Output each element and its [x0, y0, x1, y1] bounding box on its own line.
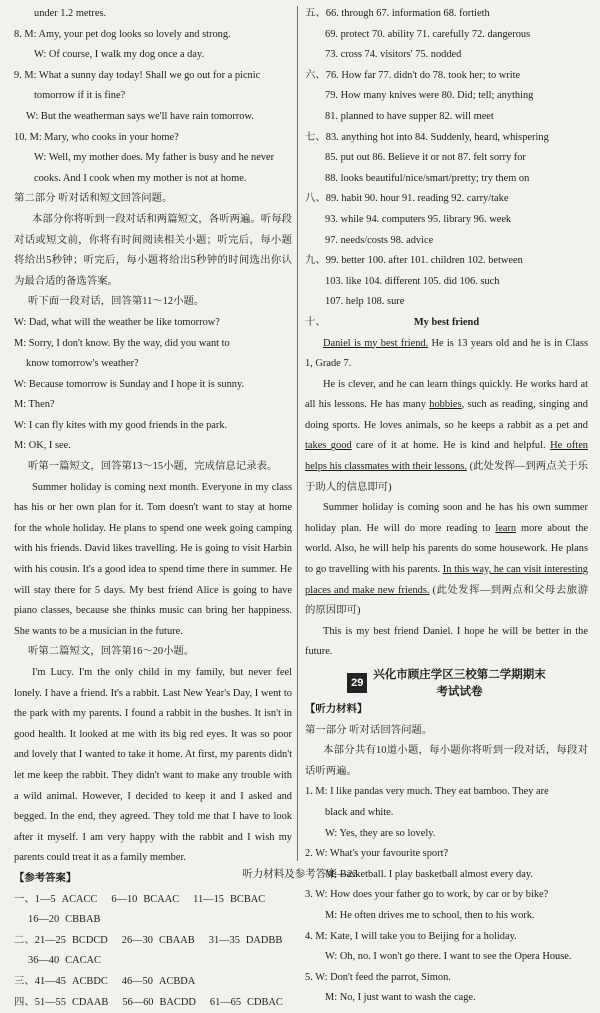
section-number-badge: 29 — [347, 673, 367, 693]
dialogue-line: W: Yes, they are so lovely. — [305, 824, 588, 845]
section-title — [373, 666, 546, 700]
text-line: W: But the weatherman says we'll have rain tomorrow. — [14, 107, 292, 128]
answer-cell: ACBDA — [159, 972, 195, 993]
answer-cell: 三、41—45 — [14, 972, 66, 993]
dialogue-line: W: Because tomorrow is Sunday and I hope it is sunny. — [14, 375, 292, 396]
answer-key — [14, 890, 292, 1013]
section-intro: 本部分你将听到一段对话和两篇短文，各听两遍。听每段对话或短文前，你将有时间阅读相关小题；听完后，每小题将给出5秒钟；听完后，每小题将给出5秒钟的时间选出你认为最合适的备选答案。 — [14, 210, 292, 292]
answer-row — [14, 993, 292, 1013]
dialogue-line: M: Basketball. I play basketball almost every day. — [305, 865, 588, 886]
answer-line: 88. looks beautiful/nice/smart/pretty; try them on — [305, 169, 588, 190]
answer-cell: 11—15 — [193, 890, 224, 911]
dialogue-instruction: 听下面一段对话，回答第11～12小题。 — [14, 292, 292, 313]
answer-cell: BACDD — [160, 993, 196, 1013]
answer-cell: 56—60 — [122, 993, 153, 1013]
text-line: cooks. And I cook when my mother is not at home. — [14, 169, 292, 190]
answer-line: 九、99. better 100. after 101. children 102. between — [305, 251, 588, 272]
answer-cell: CDAAB — [72, 993, 108, 1013]
dialogue-line: 1. M: I like pandas very much. They eat bamboo. They are — [305, 782, 588, 803]
answer-cell: ACBDC — [72, 972, 108, 993]
dialogue-line: know tomorrow's weather? — [14, 354, 292, 375]
answer-cell: 46—50 — [122, 972, 153, 993]
answer-cell: 26—30 — [122, 931, 153, 952]
essay-paragraph: This is my best friend Daniel. I hope he will be better in the future. — [305, 622, 588, 663]
dialogue-line: W: I can fly kites with my good friends in the park. — [14, 416, 292, 437]
answer-cell: 6—10 — [111, 890, 137, 911]
passage-text: Summer holiday is coming next month. Everyone in my class has his or her own plan for it. Tom doesn't want to stay at home for the whole holiday. He plans to spend one week going camping with his friends. David likes travelling. He is going to visit Harbin with his cousin. It's a good idea to spend time there in summer. He will stay there for 5 days. My best friend Alice is going to have piano classes, because she thinks music can bring her happiness. She wants to be a musician in the future. — [14, 478, 292, 643]
essay-heading — [305, 313, 588, 334]
answer-cell: BCAAC — [143, 890, 179, 911]
essay-title: My best friend — [305, 313, 588, 334]
section-header — [305, 666, 588, 700]
text-line: W: Of course, I walk my dog once a day. — [14, 45, 292, 66]
dialogue-line: M: Then? — [14, 395, 292, 416]
answer-cell: 36—40 — [28, 951, 59, 972]
dialogue-line: 5. W: Don't feed the parrot, Simon. — [305, 968, 588, 989]
answer-line: 81. planned to have supper 82. will meet — [305, 107, 588, 128]
right-column — [305, 4, 588, 1009]
dialogue-line: 3. W: How does your father go to work, by car or by bike? — [305, 885, 588, 906]
answer-cell: CACAC — [65, 951, 101, 972]
dialogue-line: 4. M: Kate, I will take you to Beijing for a holiday. — [305, 927, 588, 948]
answer-line: 69. protect 70. ability 71. carefully 72. dangerous — [305, 25, 588, 46]
answer-cell: DADBB — [246, 931, 282, 952]
passage-instruction: 听第一篇短文，回答第13～15小题，完成信息记录表。 — [14, 457, 292, 478]
answer-line: 七、83. anything hot into 84. Suddenly, heard, whispering — [305, 128, 588, 149]
answer-cell: ACACC — [62, 890, 98, 911]
answer-cell: 四、51—55 — [14, 993, 66, 1013]
dialogue-line: M: No, I just want to wash the cage. — [305, 988, 588, 1009]
answer-cell: CBBAB — [65, 910, 100, 931]
answer-row — [14, 951, 292, 972]
answer-line: 103. like 104. different 105. did 106. such — [305, 272, 588, 293]
text-line: 10. M: Mary, who cooks in your home? — [14, 128, 292, 149]
answers-title: 【参考答案】 — [14, 869, 292, 890]
answer-line: 五、66. through 67. information 68. fortieth — [305, 4, 588, 25]
column-divider — [297, 6, 298, 861]
answer-row — [14, 931, 292, 952]
page-footer: 听力材料及参考答案—23 — [0, 866, 600, 881]
essay-paragraph: Summer holiday is coming soon and he has his own summer holiday plan. He will do more reading to learn more about the world. Also, he will help his parents do some housework. He plans to go travelling with his parents. In this way, he can visit interesting places and make new friends. (此处发挥—到两点和父母去旅游的原因即可) — [305, 498, 588, 622]
dialogue-line: M: OK, I see. — [14, 436, 292, 457]
answer-line: 八、89. habit 90. hour 91. reading 92. carry/take — [305, 189, 588, 210]
answer-line: 93. while 94. computers 95. library 96. week — [305, 210, 588, 231]
dialogue-line: W: Oh, no. I won't go there. I want to see the Opera House. — [305, 947, 588, 968]
passage-text: I'm Lucy. I'm the only child in my family, but never feel lonely. I have a friend. It's a rabbit. Last New Year's Day, I went to the park with my parents. I found a rabbit in the bushes. It isn't in good health. It looked at me with its big red eyes. It was so poor and lovely that I wanted to take it home. At first, my parents didn't let me keep the rabbit. They didn't want to make any trouble with a wild animal. However, I decided to keep it and I asked and begged. In the end, they agreed. They told me that I have to look after it myself. I am very happy with the rabbit and I wish my parents could treat it as a family member. — [14, 663, 292, 869]
dialogue-line: M: Sorry, I don't know. By the way, did you want to — [14, 334, 292, 355]
essay-label: 十、 — [305, 317, 326, 328]
answer-cell: BCBAC — [230, 890, 265, 911]
section-heading: 第二部分 听对话和短文回答问题。 — [14, 189, 292, 210]
answer-cell: 二、21—25 — [14, 931, 66, 952]
answer-row — [14, 890, 292, 911]
answer-line: 79. How many knives were 80. Did; tell; anything — [305, 86, 588, 107]
dialogue-line: 2. W: What's your favourite sport? — [305, 844, 588, 865]
answer-line: 107. help 108. sure — [305, 292, 588, 313]
answer-cell: 31—35 — [209, 931, 240, 952]
text-line: 9. M: What a sunny day today! Shall we go out for a picnic — [14, 66, 292, 87]
text-line: under 1.2 metres. — [14, 4, 292, 25]
answer-row — [14, 910, 292, 931]
passage-instruction: 听第二篇短文，回答第16～20小题。 — [14, 642, 292, 663]
text-line: W: Well, my mother does. My father is busy and he never — [14, 148, 292, 169]
dialogue-line: W: Dad, what will the weather be like tomorrow? — [14, 313, 292, 334]
dialogue-line: black and white. — [305, 803, 588, 824]
answer-cell: 一、1—5 — [14, 890, 56, 911]
essay-paragraph: Daniel is my best friend. He is 13 years old and he is in Class 1, Grade 7. — [305, 334, 588, 375]
answer-cell: 16—20 — [28, 910, 59, 931]
dialogue-line: M: He often drives me to school, then to his work. — [305, 906, 588, 927]
text-line: tomorrow if it is fine? — [14, 86, 292, 107]
answer-cell: CBAAB — [159, 931, 195, 952]
answer-line: 六、76. How far 77. didn't do 78. took her; to write — [305, 66, 588, 87]
text-line: 8. M: Amy, your pet dog looks so lovely and strong. — [14, 25, 292, 46]
answer-line: 85. put out 86. Believe it or not 87. felt sorry for — [305, 148, 588, 169]
section-heading: 第一部分 听对话回答问题。 — [305, 721, 588, 742]
answer-line: 97. needs/costs 98. advice — [305, 231, 588, 252]
listening-label: 【听力材料】 — [305, 700, 588, 721]
answer-cell: CDBAC — [247, 993, 283, 1013]
left-column — [14, 4, 292, 1013]
answer-line: 73. cross 74. visitors' 75. nodded — [305, 45, 588, 66]
section-title-line: 兴化市顾庄学区三校第二学期期末 — [373, 666, 546, 683]
essay-paragraph: He is clever, and he can learn things quickly. He works hard at all his lessons. He has many hobbies, such as reading, singing and doing sports. He loves animals, so he keeps a rabbit as a pet and takes good care of it at home. He is kind and helpful. He often helps his classmates with their lessons. (此处发挥—到两点关于乐于助人的信息即可) — [305, 375, 588, 499]
answer-cell: BCDCD — [72, 931, 108, 952]
answer-row — [14, 972, 292, 993]
section-title-line: 考试试卷 — [373, 683, 546, 700]
section-intro: 本部分共有10道小题，每小题你将听到一段对话，每段对话听两遍。 — [305, 741, 588, 782]
answer-cell: 61—65 — [210, 993, 241, 1013]
